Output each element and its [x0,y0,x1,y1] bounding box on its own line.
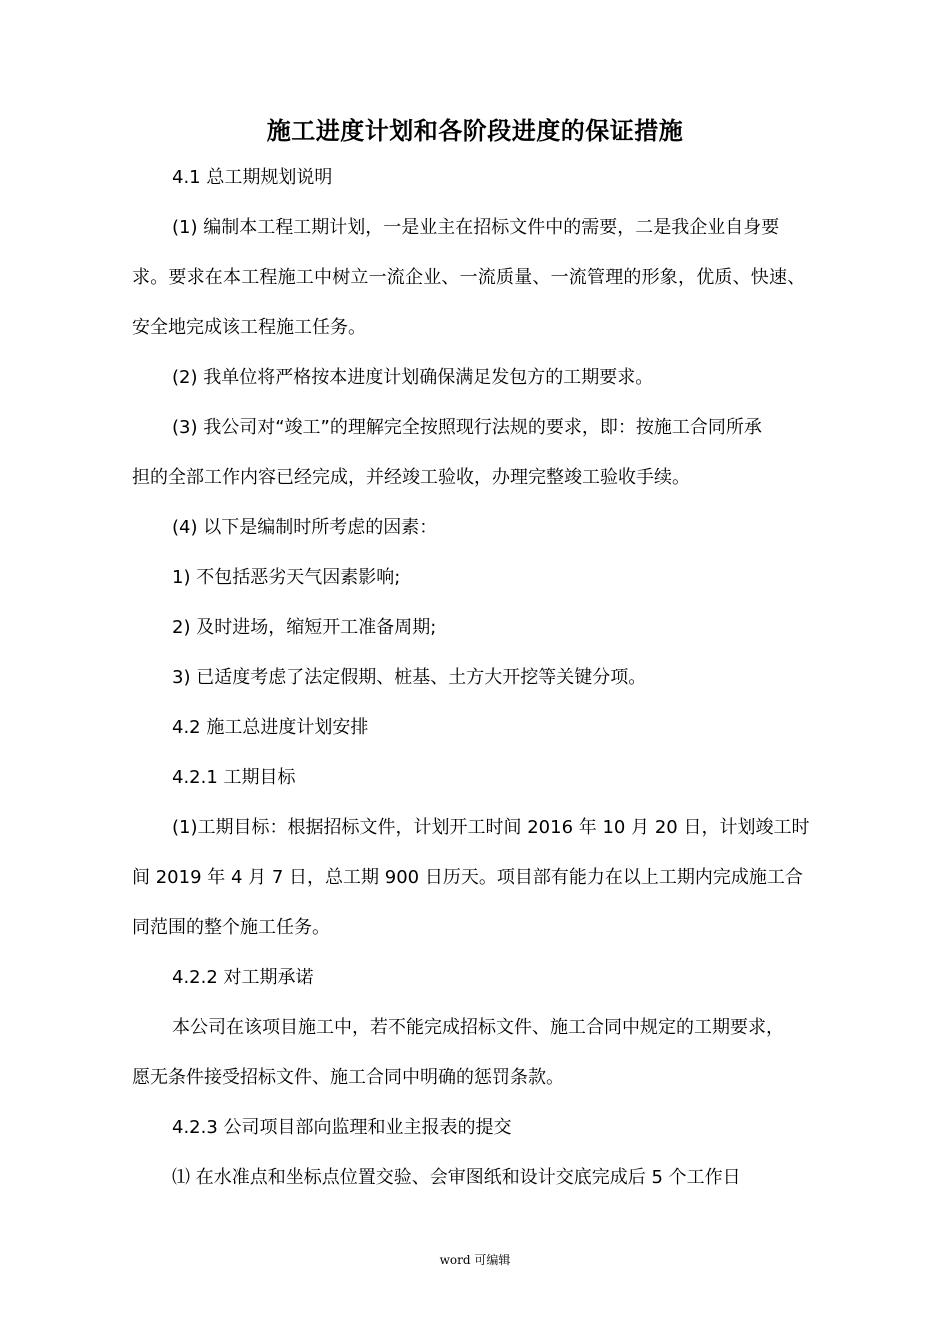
paragraph-line: (1) 编制本工程工期计划，一是业主在招标文件中的需要，二是我企业自身要 [172,217,780,238]
page-footer: word 可编辑 [439,1253,511,1267]
paragraph-line: (3) 我公司对“竣工”的理解完全按照现行法规的要求，即：按施工合同所承 [172,417,762,438]
list-item: 2) 及时进场，缩短开工准备周期; [172,617,437,638]
paragraph-line: 本公司在该项目施工中，若不能完成招标文件、施工合同中规定的工期要求， [172,1017,784,1038]
paragraph-line: 愿无条件接受招标文件、施工合同中明确的惩罚条款。 [132,1067,564,1088]
paragraph-line: 同范围的整个施工任务。 [132,917,330,938]
section-heading-4-2: 4.2 施工总进度计划安排 [172,717,369,738]
subsection-heading-4-2-2: 4.2.2 对工期承诺 [172,967,314,988]
paragraph-line: 间 2019 年 4 月 7 日，总工期 900 日历天。项目部有能力在以上工期内完成施工合 [132,867,803,888]
paragraph-line: (2) 我单位将严格按本进度计划确保满足发包方的工期要求。 [172,367,654,388]
paragraph-line: 担的全部工作内容已经完成，并经竣工验收，办理完整竣工验收手续。 [132,467,690,488]
paragraph-line: (4) 以下是编制时所考虑的因素： [172,517,438,538]
section-heading-4-1: 4.1 总工期规划说明 [172,167,333,188]
paragraph-line: 安全地完成该工程施工任务。 [132,317,366,338]
subsection-heading-4-2-3: 4.2.3 公司项目部向监理和业主报表的提交 [172,1117,512,1138]
subsection-heading-4-2-1: 4.2.1 工期目标 [172,767,296,788]
list-item: 3) 已适度考虑了法定假期、桩基、土方大开挖等关键分项。 [172,667,647,688]
list-item: 1) 不包括恶劣天气因素影响; [172,567,401,588]
paragraph-line: ⑴ 在水准点和坐标点位置交验、会审图纸和设计交底完成后 5 个工作日 [172,1167,741,1188]
paragraph-line: 求。要求在本工程施工中树立一流企业、一流质量、一流管理的形象，优质、快速、 [132,267,806,288]
document-title: 施工进度计划和各阶段进度的保证措施 [266,117,684,145]
paragraph-line: (1)工期目标：根据招标文件，计划开工时间 2016 年 10 月 20 日，计划竣工时 [172,817,810,838]
